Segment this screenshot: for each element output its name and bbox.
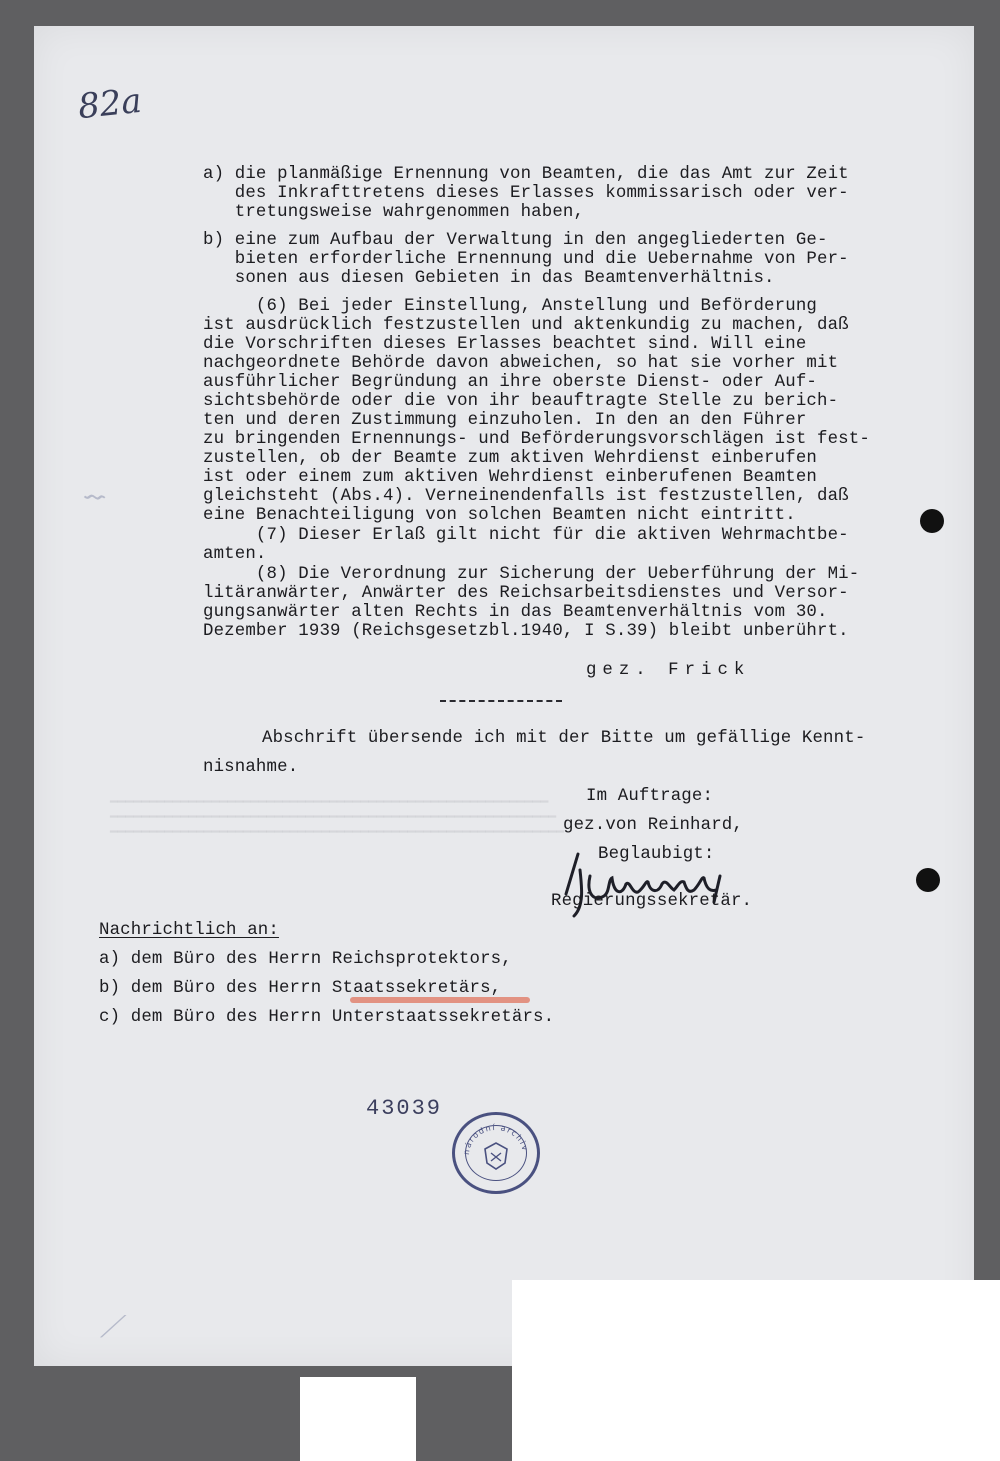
- signed-frick: gez. Frick: [586, 661, 751, 680]
- body-line: a) die planmäßige Ernennung von Beamten, die das Amt zur Zeit: [203, 165, 849, 184]
- body-line: ten und deren Zustimmung einzuholen. In den an den Führer: [203, 411, 807, 430]
- body-line: bieten erforderliche Ernennung und die Uebernahme von Per-: [203, 250, 849, 269]
- body-line: zu bringenden Ernennungs- und Beförderungsvorschlägen ist fest-: [203, 430, 870, 449]
- body-line: nachgeordnete Behörde davon abweichen, so hat sie vorher mit: [203, 354, 839, 373]
- body-line: b) eine zum Aufbau der Verwaltung in den angegliederten Ge-: [203, 231, 828, 250]
- body-line: gungsanwärter alten Rechts in das Beamtenverhältnis vom 30.: [203, 603, 828, 622]
- closing-line: Abschrift übersende ich mit der Bitte um gefällige Kennt-: [262, 729, 866, 748]
- beglaubigt: Beglaubigt:: [598, 845, 715, 864]
- body-line: (6) Bei jeder Einstellung, Anstellung und Beförderung: [203, 297, 817, 316]
- redaction-block: [300, 1377, 416, 1461]
- body-line: sichtsbehörde oder die von ihr beauftragte Stelle zu berich-: [203, 392, 839, 411]
- body-line: sonen aus diesen Gebieten in das Beamtenverhältnis.: [203, 269, 775, 288]
- pencil-mark: ⌇: [76, 486, 109, 504]
- body-line: litäranwärter, Anwärter des Reichsarbeitsdienstes und Versor-: [203, 584, 849, 603]
- recipient-item: c) dem Büro des Herrn Unterstaatssekretärs.: [99, 1008, 555, 1027]
- svg-text:národní archiv: [462, 1123, 530, 1155]
- body-line: gleichsteht (Abs.4). Verneinendenfalls ist festzustellen, daß: [203, 487, 849, 506]
- seal-emblem: [455, 1115, 537, 1191]
- body-line: des Inkrafttretens dieses Erlasses kommissarisch oder ver-: [203, 184, 849, 203]
- page-number-handwritten: 82a: [76, 80, 144, 128]
- body-line: (7) Dieser Erlaß gilt nicht für die aktiven Wehrmachtbe-: [203, 526, 849, 545]
- seal-text: národní archiv: [461, 1122, 530, 1156]
- punch-hole: [920, 509, 944, 533]
- rank: Regierungssekretär.: [551, 892, 753, 911]
- body-line: zustellen, ob der Beamte zum aktiven Wehrdienst einberufen: [203, 449, 817, 468]
- separator-rule: [440, 700, 562, 702]
- archive-seal-stamp: [452, 1112, 540, 1194]
- redaction-block: [512, 1280, 1000, 1461]
- body-line: tretungsweise wahrgenommen haben,: [203, 203, 585, 222]
- gez-von-reinhard: gez.von Reinhard,: [563, 816, 743, 835]
- im-auftrage: Im Auftrage:: [586, 787, 714, 806]
- body-line: ist oder einem zum aktiven Wehrdienst einberufenen Beamten: [203, 468, 817, 487]
- archive-stamp-number: 43039: [366, 1096, 443, 1121]
- body-line: Dezember 1939 (Reichsgesetzbl.1940, I S.39) bleibt unberührt.: [203, 622, 849, 641]
- recipient-item: b) dem Büro des Herrn Staatssekretärs,: [99, 979, 502, 998]
- recipient-item: a) dem Büro des Herrn Reichsprotektors,: [99, 950, 512, 969]
- punch-hole: [916, 868, 940, 892]
- body-line: ausführlicher Begründung an ihre oberste Dienst- oder Auf-: [203, 373, 817, 392]
- pencil-mark: ⟋: [100, 1310, 121, 1345]
- body-line: (8) Die Verordnung zur Sicherung der Ueberführung der Mi-: [203, 565, 860, 584]
- body-line: ist ausdrücklich festzustellen und aktenkundig zu machen, daß: [203, 316, 849, 335]
- body-line: amten.: [203, 545, 267, 564]
- closing-line: nisnahme.: [203, 758, 299, 777]
- body-line: die Vorschriften dieses Erlasses beachtet sind. Will eine: [203, 335, 807, 354]
- body-line: eine Benachteiligung von solchen Beamten nicht eintritt.: [203, 506, 796, 525]
- nachrichtlich-heading: Nachrichtlich an:: [99, 921, 279, 940]
